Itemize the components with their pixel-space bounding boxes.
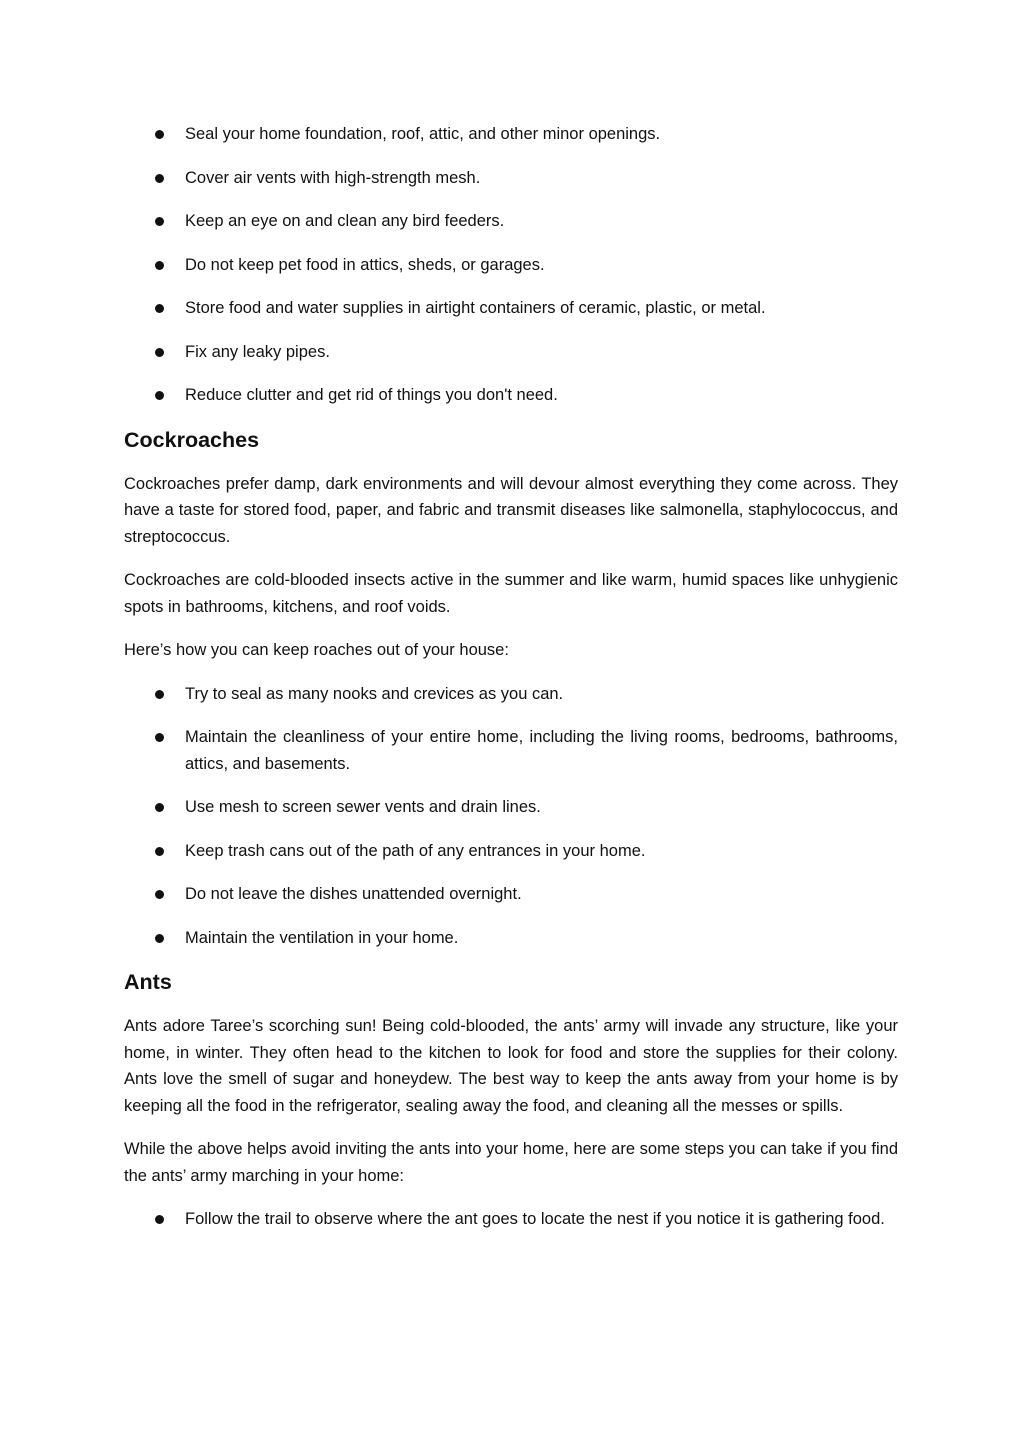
bullet-icon [155,934,164,943]
bullet-icon [155,890,164,899]
list-item-text: Maintain the cleanliness of your entire home, including the living rooms, bedrooms, bathrooms, attics, and basements. [185,728,898,773]
bullet-icon [155,690,164,699]
list-item-text: Reduce clutter and get rid of things you don't need. [185,386,558,404]
cockroaches-list [124,681,898,952]
ants-heading: Ants [124,970,172,994]
ants-paragraph-2: While the above helps avoid inviting the ants into your home, here are some steps you can take if you find the ants’ army marching in your home: [124,1140,898,1185]
list-item [124,1206,898,1233]
bullet-icon [155,217,164,226]
list-item-text: Keep trash cans out of the path of any entrances in your home. [185,841,646,860]
list-item-text: Try to seal as many nooks and crevices as you can. [185,684,564,703]
list-item [124,794,898,821]
list-item-text: Use mesh to screen sewer vents and drain lines. [185,798,541,816]
list-item [124,838,898,865]
ants-list [124,1206,898,1233]
bullet-icon [155,130,164,139]
list-item-text: Do not keep pet food in attics, sheds, or garages. [185,255,545,274]
bullet-icon [155,1215,164,1224]
list-item [124,681,898,708]
list-item [124,252,898,279]
cockroaches-paragraph-1: Cockroaches prefer damp, dark environments and will devour almost everything they come across. They have a taste for stored food, paper, and fabric and transmit diseases like salmonella, staphylococcus, and streptococcus. [124,474,898,546]
bullet-icon [155,304,164,313]
bullet-icon [155,733,164,742]
ants-paragraph-1: Ants adore Taree’s scorching sun! Being cold-blooded, the ants’ army will invade any structure, like your home, in winter. They often head to the kitchen to look for food and store the supplies for their colony. Ants love the smell of sugar and honeydew. The best way to keep the ants away from your home is by keeping all the food in the refrigerator, sealing away the food, and cleaning all the messes or spills. [124,1017,898,1115]
cockroaches-paragraph-3: Here’s how you can keep roaches out of your house: [124,641,509,659]
list-item-text: Fix any leaky pipes. [185,342,330,361]
bullet-icon [155,348,164,357]
list-item-text: Store food and water supplies in airtight containers of ceramic, plastic, or metal. [185,299,766,317]
list-item [124,165,898,192]
list-item [124,339,898,366]
list-item-text: Keep an eye on and clean any bird feeders. [185,212,505,230]
list-item [124,208,898,235]
list-item [124,295,898,322]
cockroaches-paragraph-2: Cockroaches are cold-blooded insects active in the summer and like warm, humid spaces like unhygienic spots in bathrooms, kitchens, and roof voids. [124,571,898,616]
list-item-text: Follow the trail to observe where the ant goes to locate the nest if you notice it is gathering food. [185,1210,885,1228]
document-page [124,121,898,1250]
list-item-text: Do not leave the dishes unattended overnight. [185,885,522,903]
cockroaches-heading: Cockroaches [124,427,260,452]
list-item [124,382,898,409]
list-item [124,724,898,777]
bullet-icon [155,803,164,812]
list-item-text: Seal your home foundation, roof, attic, and other minor openings. [185,125,661,143]
bullet-icon [155,391,164,400]
prevention-list [124,121,898,409]
list-item [124,881,898,908]
bullet-icon [155,174,164,183]
list-item-text: Cover air vents with high-strength mesh. [185,168,481,187]
bullet-icon [155,847,164,856]
list-item [124,121,898,148]
list-item [124,925,898,952]
bullet-icon [155,261,164,270]
list-item-text: Maintain the ventilation in your home. [185,928,459,947]
